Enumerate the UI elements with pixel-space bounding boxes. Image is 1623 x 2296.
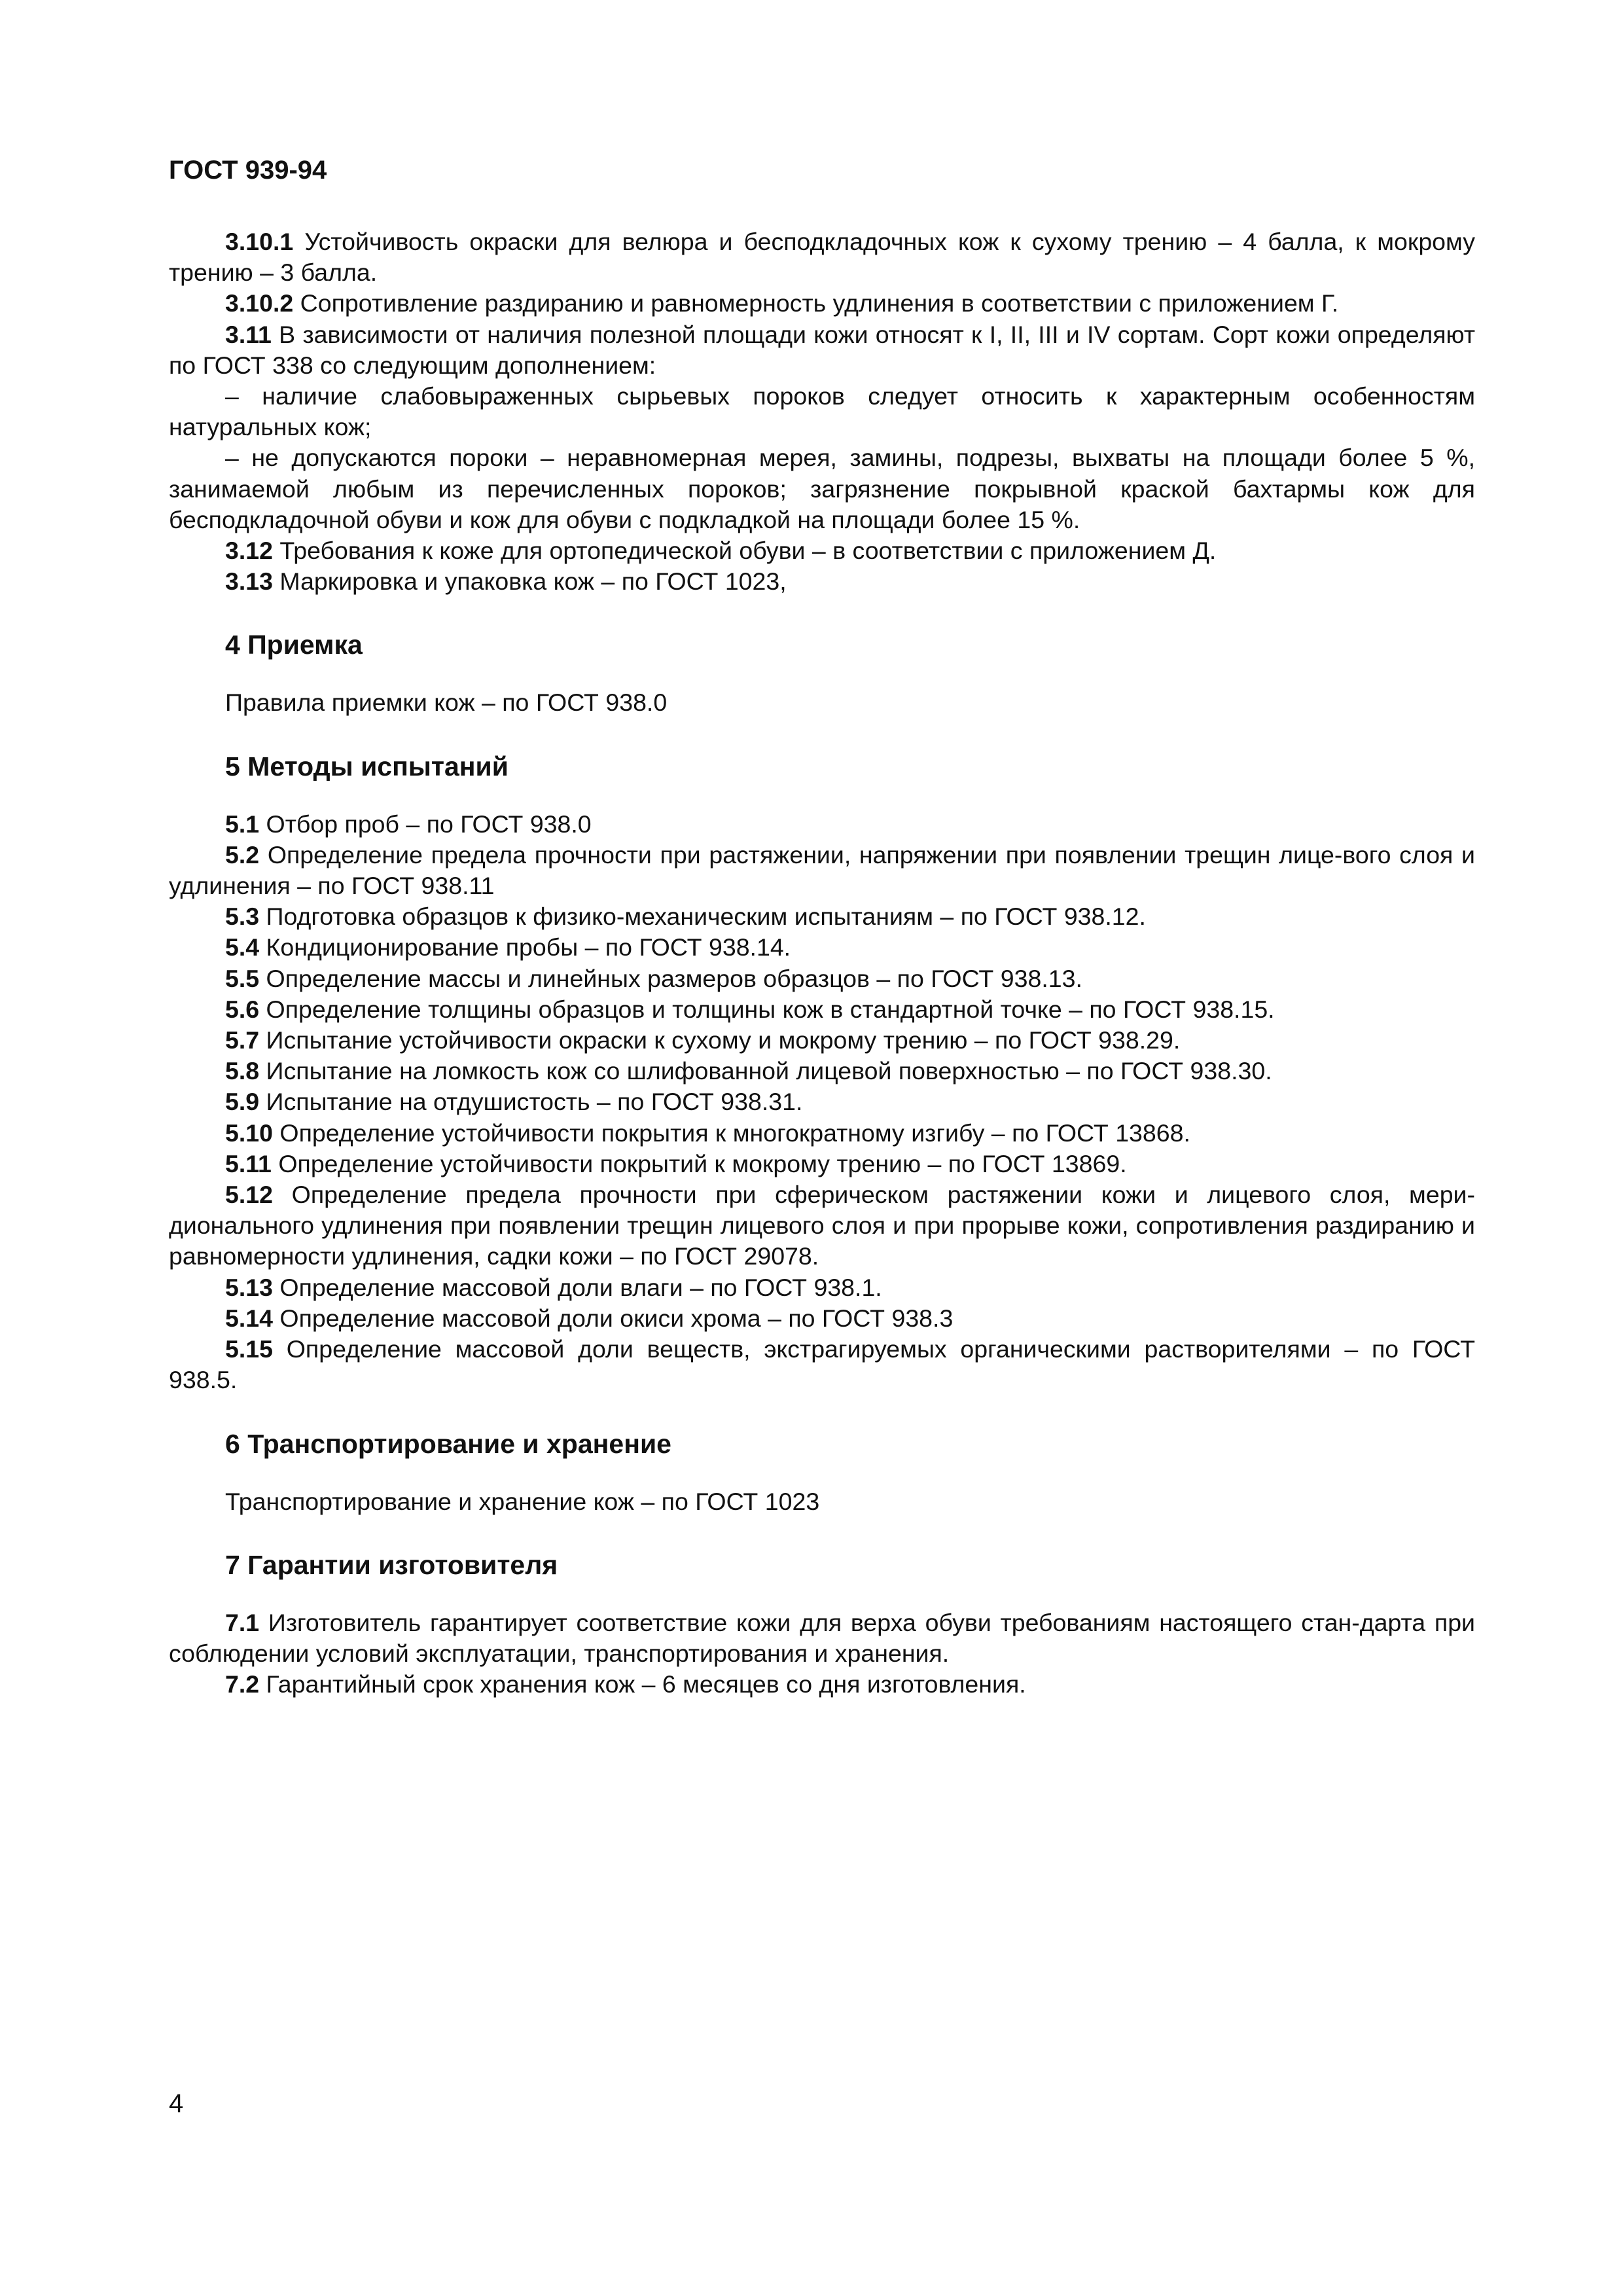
section-7 [169, 1549, 1475, 1700]
clause-3-11 [169, 319, 1475, 381]
clause-5-2 [169, 840, 1475, 901]
clause-text: Определение предела прочности при растяжении, напряжении при появлении трещин лице-вого слоя и удлинения – по ГОСТ 938.11 [169, 840, 1475, 900]
clause-number: 5.7 [225, 1026, 260, 1054]
clause-number: 5.2 [225, 840, 260, 869]
clause-5-9 [169, 1086, 1475, 1117]
section-heading: 5 Методы испытаний [225, 751, 508, 781]
clause-text: Испытание на отдушистость – по ГОСТ 938.31. [259, 1088, 803, 1116]
clause-number: 5.9 [225, 1088, 260, 1116]
clause-3-12 [169, 535, 1475, 566]
clause-number: 3.13 [225, 567, 273, 596]
clause-3-11-item-1 [169, 381, 1475, 442]
clause-number: 5.3 [225, 903, 260, 931]
clause-number: 3.10.1 [225, 228, 294, 255]
clause-text: – наличие слабовыраженных сырьевых пороков следует относить к характерным особенностям натуральных кож; [169, 382, 1475, 441]
clause-text: Сопротивление раздиранию и равномерность удлинения в соответствии с приложением Г. [293, 289, 1339, 317]
clause-3-11-item-2 [169, 442, 1475, 535]
section-heading: 6 Транспортирование и хранение [225, 1428, 671, 1459]
clause-number: 5.15 [225, 1335, 273, 1363]
clause-5-13 [169, 1272, 1475, 1303]
clause-3-10-1 [169, 226, 1475, 288]
clause-text: Кондиционирование пробы – по ГОСТ 938.14. [259, 933, 791, 961]
clause-text: Определение устойчивости покрытия к многократному изгибу – по ГОСТ 13868. [273, 1119, 1190, 1147]
clause-5-14 [169, 1303, 1475, 1334]
clause-5-5 [169, 963, 1475, 994]
clause-number: 7.2 [225, 1670, 260, 1698]
section-5 [169, 750, 1475, 1396]
clause-text: Определение предела прочности при сферическом растяжении кожи и лицевого слоя, мери-дионального удлинения при появлении трещин лицевого слоя и при прорыве кожи, сопротивления раздиранию и равномерности удлинения, садки кожи – по ГОСТ 29078. [169, 1181, 1475, 1270]
clause-text: Маркировка и упаковка кож – по ГОСТ 1023, [273, 567, 787, 596]
clause-5-11 [169, 1149, 1475, 1179]
clause-text: Требования к коже для ортопедической обуви – в соответствии с приложением Д. [273, 537, 1217, 565]
clause-3-13 [169, 566, 1475, 597]
clause-number: 3.11 [225, 320, 272, 348]
clause-number: 5.5 [225, 964, 260, 992]
section-heading: 4 Приемка [225, 630, 363, 660]
clause-number: 5.12 [225, 1181, 273, 1209]
section-heading: 7 Гарантии изготовителя [225, 1549, 558, 1580]
clause-text: Определение устойчивости покрытий к мокрому трению – по ГОСТ 13869. [271, 1149, 1127, 1177]
clause-text: Отбор проб – по ГОСТ 938.0 [259, 810, 592, 838]
clause-5-10 [169, 1118, 1475, 1149]
clause-text: Устойчивость окраски для велюра и бесподкладочных кож к сухому трению – 4 балла, к мокрому трению – 3 балла. [169, 228, 1475, 287]
clause-number: 7.1 [225, 1608, 260, 1636]
clause-5-8 [169, 1056, 1475, 1086]
section-text: Правила приемки кож – по ГОСТ 938.0 [225, 689, 668, 717]
clause-5-3 [169, 901, 1475, 932]
page-number: 4 [169, 2089, 184, 2118]
clause-number: 3.10.2 [225, 289, 294, 317]
clause-number: 5.13 [225, 1273, 273, 1301]
clause-text: Гарантийный срок хранения кож – 6 месяцев со дня изготовления. [259, 1670, 1026, 1698]
clause-number: 5.11 [225, 1149, 272, 1177]
clause-5-12 [169, 1179, 1475, 1272]
clause-text: Изготовитель гарантирует соответствие кожи для верха обуви требованиям настоящего стан-дарта при соблюдении условий эксплуатации, транспортирования и хранения. [169, 1608, 1475, 1667]
clause-number: 5.8 [225, 1057, 260, 1085]
clause-number: 5.6 [225, 995, 260, 1023]
clause-5-15 [169, 1334, 1475, 1395]
section-3 [169, 226, 1475, 597]
clause-7-2 [169, 1669, 1475, 1700]
clause-number: 5.1 [225, 810, 260, 838]
clause-number: 5.14 [225, 1304, 273, 1332]
clause-5-4 [169, 932, 1475, 963]
clause-text: Определение массовой доли окиси хрома – по ГОСТ 938.3 [273, 1304, 954, 1332]
section-4 [169, 628, 1475, 718]
section-6 [169, 1427, 1475, 1517]
clause-text: Подготовка образцов к физико-механическим испытаниям – по ГОСТ 938.12. [259, 903, 1146, 931]
page-body [169, 226, 1475, 1700]
clause-text: Испытание на ломкость кож со шлифованной лицевой поверхностью – по ГОСТ 938.30. [259, 1057, 1272, 1085]
clause-7-1 [169, 1607, 1475, 1669]
document-code: ГОСТ 939-94 [169, 156, 327, 185]
clause-number: 5.10 [225, 1119, 273, 1147]
clause-text: Определение массы и линейных размеров образцов – по ГОСТ 938.13. [259, 964, 1082, 992]
clause-text: – не допускаются пороки – неравномерная мерея, замины, подрезы, выхваты на площади более 5 %, занимаемой любым из перечисленных пороков; загрязнение покрывной краской бахтармы кож для бесподкладочной обуви и кож для обуви с подкладкой на площади более 15 %. [169, 444, 1475, 533]
clause-text: Определение массовой доли веществ, экстрагируемых органическими растворителями – по ГОСТ 938.5. [169, 1335, 1475, 1394]
clause-5-6 [169, 994, 1475, 1025]
clause-text: В зависимости от наличия полезной площади кожи относят к I, II, III и IV сортам. Сорт кожи определяют по ГОСТ 338 со следующим дополнением: [169, 320, 1475, 379]
clause-number: 3.12 [225, 537, 273, 565]
clause-number: 5.4 [225, 933, 260, 961]
clause-text: Определение толщины образцов и толщины кож в стандартной точке – по ГОСТ 938.15. [259, 995, 1275, 1023]
clause-text: Определение массовой доли влаги – по ГОСТ 938.1. [273, 1273, 882, 1301]
section-text: Транспортирование и хранение кож – по ГОСТ 1023 [225, 1487, 820, 1515]
clause-text: Испытание устойчивости окраски к сухому и мокрому трению – по ГОСТ 938.29. [259, 1026, 1181, 1054]
clause-3-10-2 [169, 288, 1475, 319]
clause-5-1 [169, 809, 1475, 840]
clause-5-7 [169, 1025, 1475, 1056]
